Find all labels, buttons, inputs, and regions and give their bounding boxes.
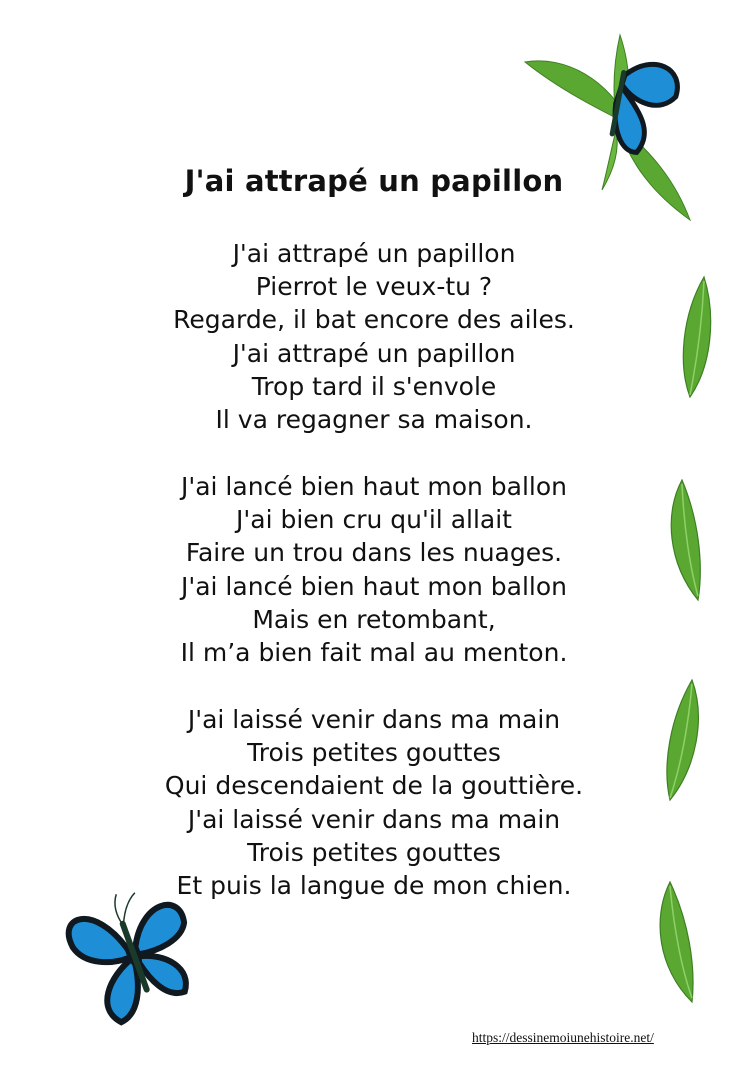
leaf-icon bbox=[660, 478, 704, 603]
poem-line: Pierrot le veux-tu ? bbox=[255, 272, 493, 302]
stanza-2 bbox=[100, 470, 648, 669]
poem-line: Et puis la langue de mon chien. bbox=[176, 871, 572, 901]
poem-line: Regarde, il bat encore des ailes. bbox=[173, 305, 575, 335]
poem-line: Trois petites gouttes bbox=[247, 738, 501, 768]
poem-line: Faire un trou dans les nuages. bbox=[185, 538, 563, 568]
poem-line: J'ai attrapé un papillon bbox=[232, 239, 516, 268]
leaf-icon bbox=[676, 275, 716, 400]
poem-title: J'ai attrapé un papillon bbox=[184, 164, 564, 198]
poem-line: J'ai attrapé un papillon bbox=[232, 338, 516, 368]
poem-line: Qui descendaient de la gouttière. bbox=[164, 771, 584, 801]
stanza-3 bbox=[100, 703, 648, 902]
poem-line: Trois petites gouttes bbox=[247, 837, 501, 867]
poem-line: J'ai lancé bien haut mon ballon bbox=[180, 571, 568, 601]
butterfly-on-leaves-illustration bbox=[520, 30, 720, 230]
leaf-icon bbox=[662, 678, 706, 803]
poem-line: Mais en retombant, bbox=[252, 604, 496, 634]
poem-line: Trop tard il s'envole bbox=[251, 371, 497, 401]
leaf-icon bbox=[652, 880, 696, 1005]
butterfly-icon bbox=[58, 880, 208, 1030]
poem-line: J'ai bien cru qu'il allait bbox=[236, 505, 512, 535]
poem-line: J'ai lancé bien haut mon ballon bbox=[180, 472, 568, 501]
poem-line: J'ai laissé venir dans ma main bbox=[187, 804, 561, 834]
poem-line: Il m’a bien fait mal au menton. bbox=[180, 638, 568, 668]
stanza-1 bbox=[100, 237, 648, 436]
source-link[interactable]: https://dessinemoiunehistoire.net/ bbox=[472, 1030, 654, 1045]
poem-line: J'ai laissé venir dans ma main bbox=[187, 705, 561, 734]
poem-line: Il va regagner sa maison. bbox=[215, 405, 533, 435]
